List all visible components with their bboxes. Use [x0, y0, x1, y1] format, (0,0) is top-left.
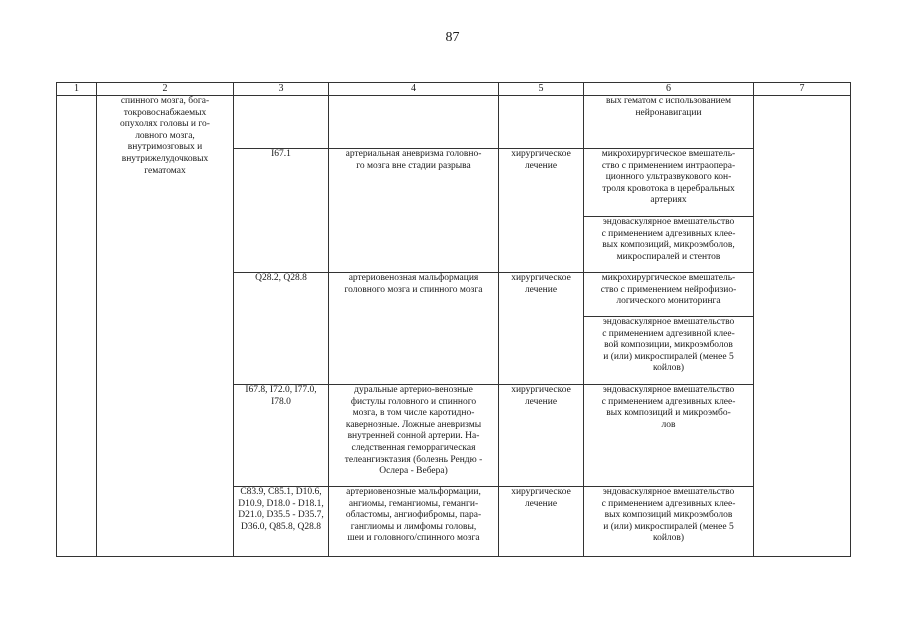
codes-cell: Q28.2, Q28.8 [234, 273, 329, 385]
header-cell-6: 6 [584, 83, 754, 96]
codes-cell [234, 96, 329, 149]
disease-cell: артериовенозные мальформации, ангиомы, гемангиомы, геманги- областомы, ангиофибромы, пара- ганглиомы и лимфомы головы, шеи и головного/спинного мозга [329, 487, 499, 557]
page-number: 87 [445, 30, 460, 45]
method-cell: микрохирургическое вмешатель- ство с применением нейрофизио- логического мониторинга [584, 273, 754, 317]
col7-cell [754, 96, 851, 557]
method-cell: эндоваскулярное вмешательство с применением адгезивных клее- вых композиций, микроэмболов, микроспиралей и стентов [584, 217, 754, 273]
header-row [57, 83, 851, 96]
codes-cell: C83.9, C85.1, D10.6, D10.9, D18.0 - D18.1, D21.0, D35.5 - D35.7, D36.0, Q85.8, Q28.8 [234, 487, 329, 557]
codes-cell: I67.1 [234, 149, 329, 273]
disease-cell: артериовенозная мальформация головного мозга и спинного мозга [329, 273, 499, 385]
method-cell: эндоваскулярное вмешательство с применением адгезивной клее- вой композиции, микроэмболов и (или) микроспиралей (менее 5 койлов) [584, 317, 754, 385]
treatment-cell [499, 96, 584, 149]
treatment-cell: хирургическое лечение [499, 273, 584, 385]
codes-cell: I67.8, I72.0, I77.0, I78.0 [234, 385, 329, 487]
disease-cell: дуральные артерио-венозные фистулы головного и спинного мозга, в том числе каротидно- кавернозные. Ложные аневризмы внутренней сонной артерии. На- следственная геморрагическая телеангиэктазия (болезнь Рендю - Ослера - Вебера) [329, 385, 499, 487]
method-cell: эндоваскулярное вмешательство с применением адгезивных клее- вых композиций микроэмболов и (или) микроспиралей (менее 5 койлов) [584, 487, 754, 557]
table-row [57, 96, 851, 149]
method-cell: эндоваскулярное вмешательство с применением адгезивных клее- вых композиций и микроэмбо- лов [584, 385, 754, 487]
header-cell-7: 7 [754, 83, 851, 96]
disease-cell: артериальная аневризма головно- го мозга вне стадии разрыва [329, 149, 499, 273]
header-cell-3: 3 [234, 83, 329, 96]
treatment-cell: хирургическое лечение [499, 149, 584, 273]
header-cell-4: 4 [329, 83, 499, 96]
col1-cell [57, 96, 97, 557]
header-cell-2: 2 [97, 83, 234, 96]
disease-cell [329, 96, 499, 149]
header-cell-1: 1 [57, 83, 97, 96]
header-cell-5: 5 [499, 83, 584, 96]
method-cell: микрохирургическое вмешатель- ство с применением интраопера- ционного ультразвукового кон- троля кровотока в церебральных артериях [584, 149, 754, 217]
treatment-cell: хирургическое лечение [499, 385, 584, 487]
profile-name-cell: спинного мозга, бога- токровоснабжаемых опухолях головы и го- ловного мозга, внутримозговых и внутрижелудочковых гематомах [97, 96, 234, 557]
method-cell: вых гематом с использованием нейронавигации [584, 96, 754, 149]
treatment-cell: хирургическое лечение [499, 487, 584, 557]
medical-procedures-table [56, 82, 851, 557]
